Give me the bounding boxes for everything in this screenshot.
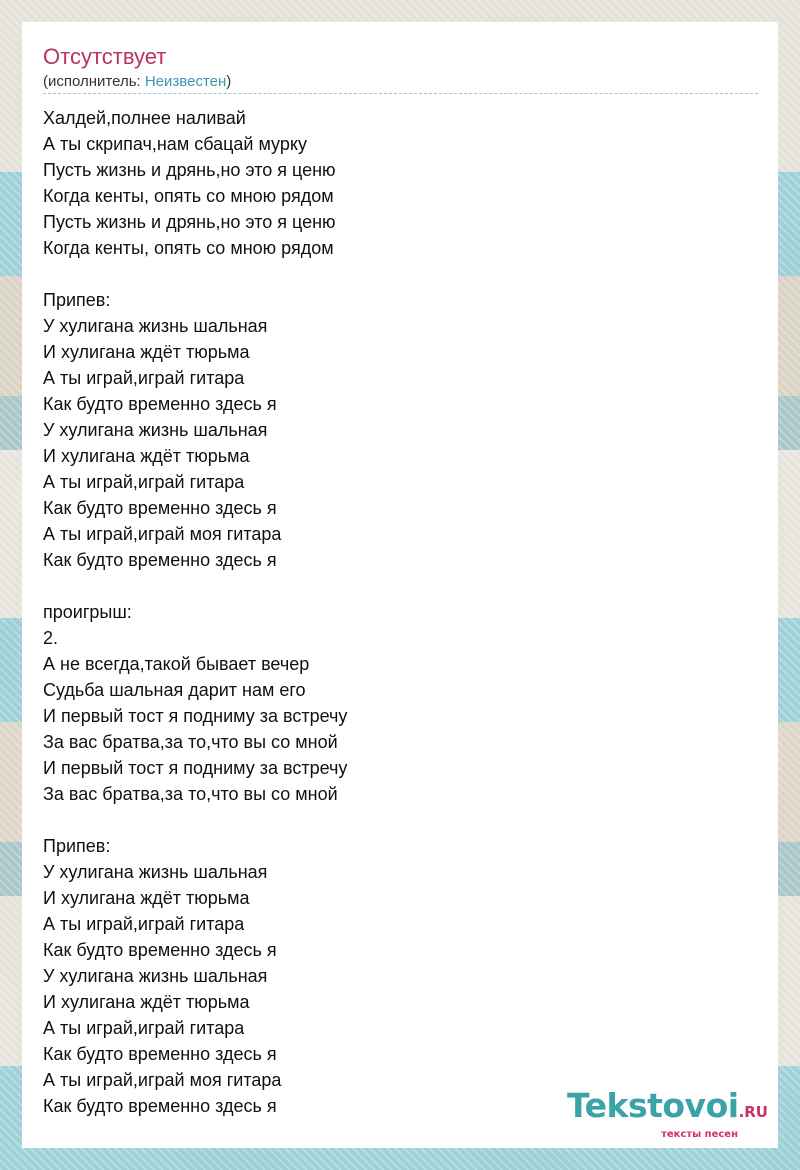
lyric-line: У хулигана жизнь шальная bbox=[43, 862, 268, 882]
lyric-line: Когда кенты, опять со мною рядом bbox=[43, 238, 334, 258]
lyric-line: За вас братва,за то,что вы со мной bbox=[43, 732, 338, 752]
lyrics-body bbox=[43, 105, 347, 1119]
performer-prefix: (исполнитель: bbox=[43, 73, 145, 90]
lyric-line: За вас братва,за то,что вы со мной bbox=[43, 784, 338, 804]
lyric-line: Пусть жизнь и дрянь,но это я ценю bbox=[43, 212, 336, 232]
lyric-line: А ты играй,играй моя гитара bbox=[43, 1070, 282, 1090]
lyric-line: У хулигана жизнь шальная bbox=[43, 316, 268, 336]
lyric-line: 2. bbox=[43, 628, 59, 648]
logo-name: Tekstovoi bbox=[567, 1086, 739, 1125]
lyric-line: У хулигана жизнь шальная bbox=[43, 966, 268, 986]
performer-suffix: ) bbox=[226, 73, 232, 90]
logo-wordmark bbox=[567, 1086, 768, 1129]
artist-link[interactable]: Неизвестен bbox=[144, 73, 227, 90]
stanza-gap bbox=[43, 807, 347, 833]
lyric-line: И хулигана ждёт тюрьма bbox=[43, 888, 250, 908]
stanza-gap bbox=[43, 573, 347, 599]
lyric-line: Как будто временно здесь я bbox=[43, 940, 277, 960]
performer-line bbox=[43, 73, 231, 91]
lyric-line: Когда кенты, опять со мною рядом bbox=[43, 186, 334, 206]
lyric-line: И хулигана ждёт тюрьма bbox=[43, 446, 250, 466]
lyric-line: Как будто временно здесь я bbox=[43, 394, 277, 414]
lyric-line: И хулигана ждёт тюрьма bbox=[43, 342, 250, 362]
title-divider bbox=[43, 93, 758, 94]
lyric-line: Как будто временно здесь я bbox=[43, 550, 277, 570]
lyric-line: проигрыш: bbox=[43, 602, 132, 622]
lyric-line: А ты играй,играй гитара bbox=[43, 914, 245, 934]
logo-tld: .RU bbox=[738, 1103, 768, 1121]
lyric-line: А ты играй,играй моя гитара bbox=[43, 524, 282, 544]
lyric-line: Припев: bbox=[43, 290, 111, 310]
lyric-line: Припев: bbox=[43, 836, 111, 856]
lyric-line: И хулигана ждёт тюрьма bbox=[43, 992, 250, 1012]
lyric-line: И первый тост я подниму за встречу bbox=[43, 706, 348, 726]
lyric-line: И первый тост я подниму за встречу bbox=[43, 758, 348, 778]
lyric-line: Как будто временно здесь я bbox=[43, 1096, 277, 1116]
lyric-line: У хулигана жизнь шальная bbox=[43, 420, 268, 440]
lyric-line: Как будто временно здесь я bbox=[43, 1044, 277, 1064]
lyrics-sheet bbox=[22, 22, 778, 1148]
lyric-line: Как будто временно здесь я bbox=[43, 498, 277, 518]
lyric-line: Пусть жизнь и дрянь,но это я ценю bbox=[43, 160, 336, 180]
lyric-line: А ты скрипач,нам сбацай мурку bbox=[43, 134, 307, 154]
lyric-line: А ты играй,играй гитара bbox=[43, 1018, 245, 1038]
lyric-line: Халдей,полнее наливай bbox=[43, 108, 246, 128]
lyric-line: А ты играй,играй гитара bbox=[43, 472, 245, 492]
song-title: Отсутствует bbox=[43, 44, 167, 69]
lyric-line: Судьба шальная дарит нам его bbox=[43, 680, 306, 700]
stanza-gap bbox=[43, 261, 347, 287]
lyric-line: А ты играй,играй гитара bbox=[43, 368, 245, 388]
site-logo[interactable] bbox=[567, 1086, 768, 1140]
lyric-line: А не всегда,такой бывает вечер bbox=[43, 654, 310, 674]
logo-tagline: тексты песен bbox=[661, 1129, 738, 1140]
